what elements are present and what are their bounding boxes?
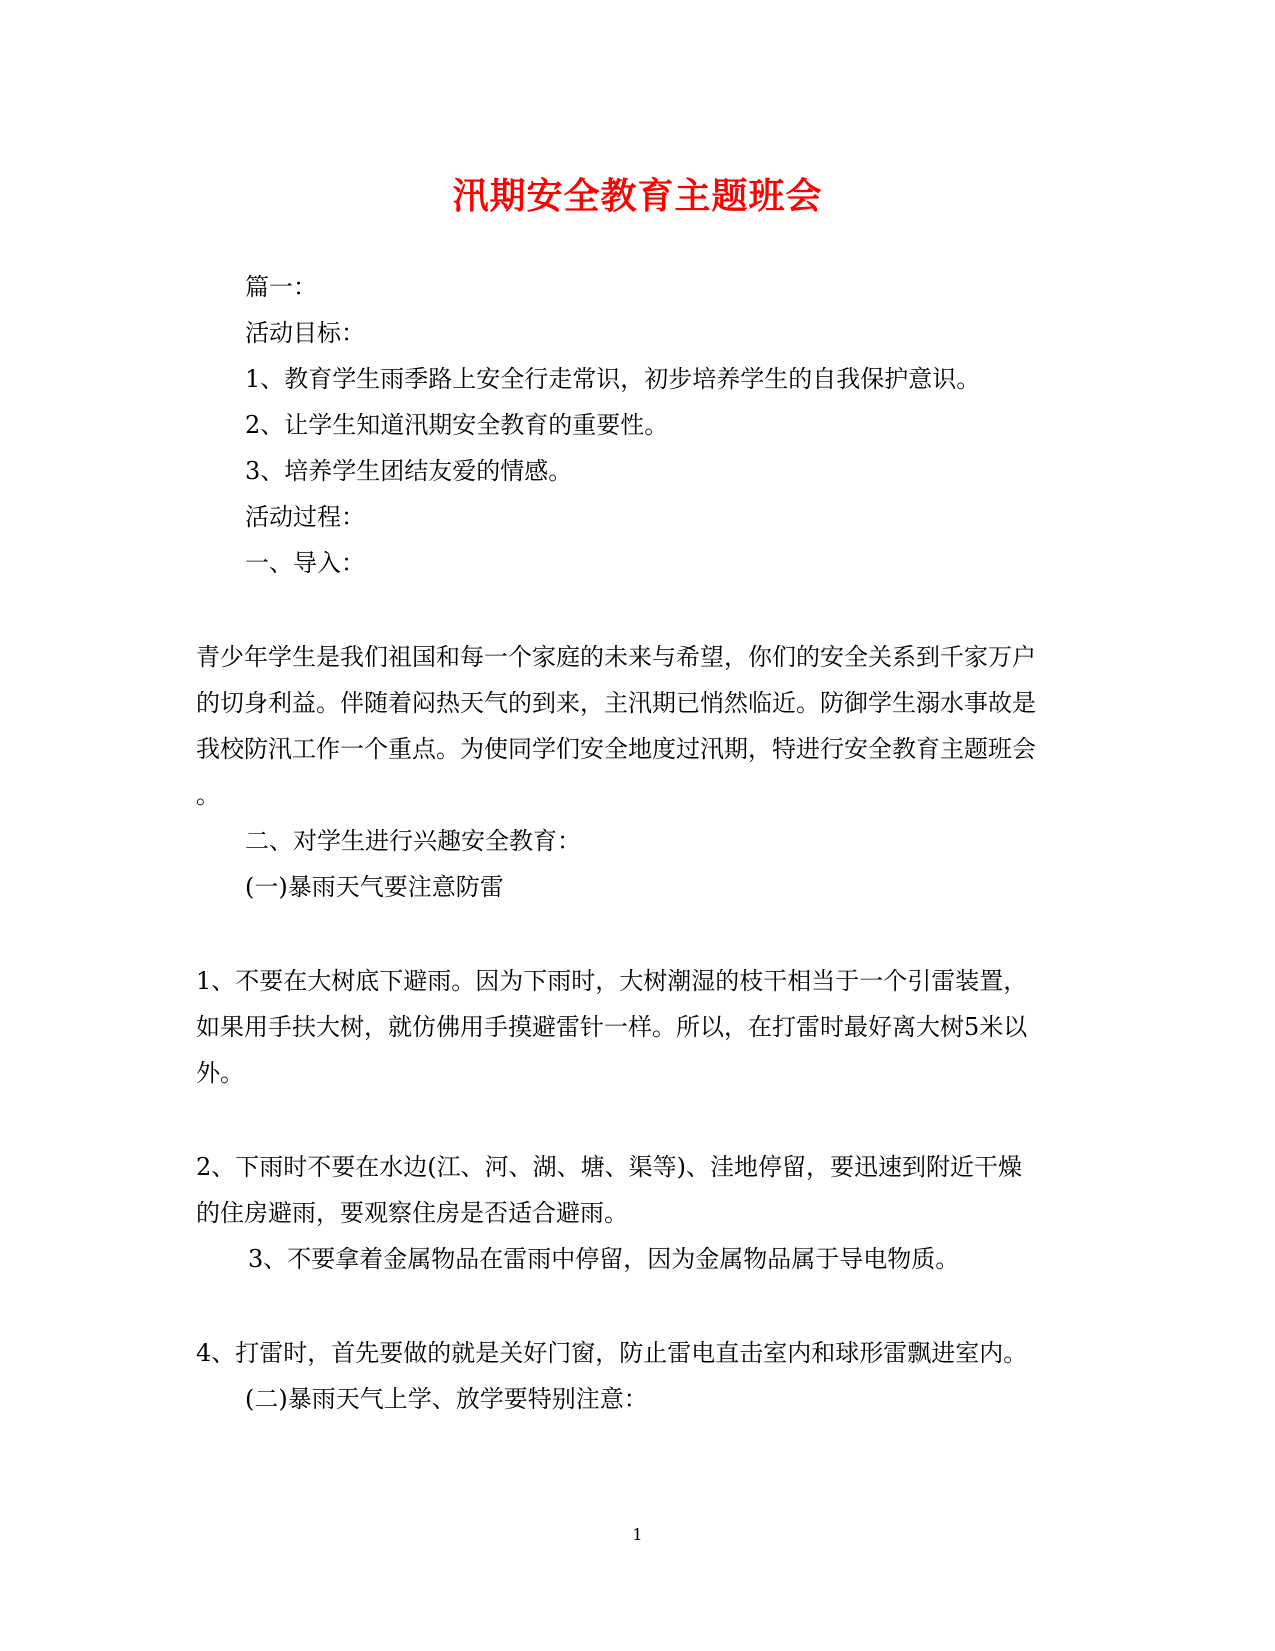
- paragraph: 活动目标：: [245, 319, 365, 347]
- paragraph: 一、导入：: [245, 549, 365, 577]
- paragraph: 我校防汛工作一个重点。为使同学们安全地度过汛期，特进行安全教育主题班会: [196, 735, 1036, 763]
- paragraph: 活动过程：: [245, 503, 365, 531]
- paragraph: 2、让学生知道汛期安全教育的重要性。: [245, 411, 669, 439]
- paragraph: 3、培养学生团结友爱的情感。: [245, 457, 573, 485]
- page-number: 1: [632, 1525, 643, 1544]
- document-title: 汛期安全教育主题班会: [452, 175, 823, 217]
- paragraph: 外。: [196, 1059, 244, 1087]
- paragraph: 青少年学生是我们祖国和每一个家庭的未来与希望，你们的安全关系到千家万户: [196, 643, 1036, 671]
- section-label: 篇一：: [245, 273, 317, 301]
- paragraph: 1、不要在大树底下避雨。因为下雨时，大树潮湿的枝干相当于一个引雷装置，: [196, 967, 1028, 995]
- paragraph: 的切身利益。伴随着闷热天气的到来，主汛期已悄然临近。防御学生溺水事故是: [196, 689, 1036, 717]
- paragraph: 2、下雨时不要在水边(江、河、湖、塘、渠等)、洼地停留，要迅速到附近干燥: [196, 1153, 1022, 1181]
- paragraph: 。: [196, 781, 220, 809]
- paragraph: 1、教育学生雨季路上安全行走常识，初步培养学生的自我保护意识。: [245, 365, 981, 393]
- paragraph: 的住房避雨，要观察住房是否适合避雨。: [196, 1199, 628, 1227]
- paragraph: (二)暴雨天气上学、放学要特别注意：: [245, 1385, 648, 1413]
- paragraph: (一)暴雨天气要注意防雷: [245, 873, 504, 901]
- paragraph: 如果用手扶大树，就仿佛用手摸避雷针一样。所以，在打雷时最好离大树5米以: [196, 1013, 1028, 1041]
- paragraph: 二、对学生进行兴趣安全教育：: [245, 827, 581, 855]
- paragraph: 4、打雷时，首先要做的就是关好门窗，防止雷电直击室内和球形雷飘进室内。: [196, 1339, 1028, 1367]
- paragraph: 3、不要拿着金属物品在雷雨中停留，因为金属物品属于导电物质。: [248, 1245, 960, 1273]
